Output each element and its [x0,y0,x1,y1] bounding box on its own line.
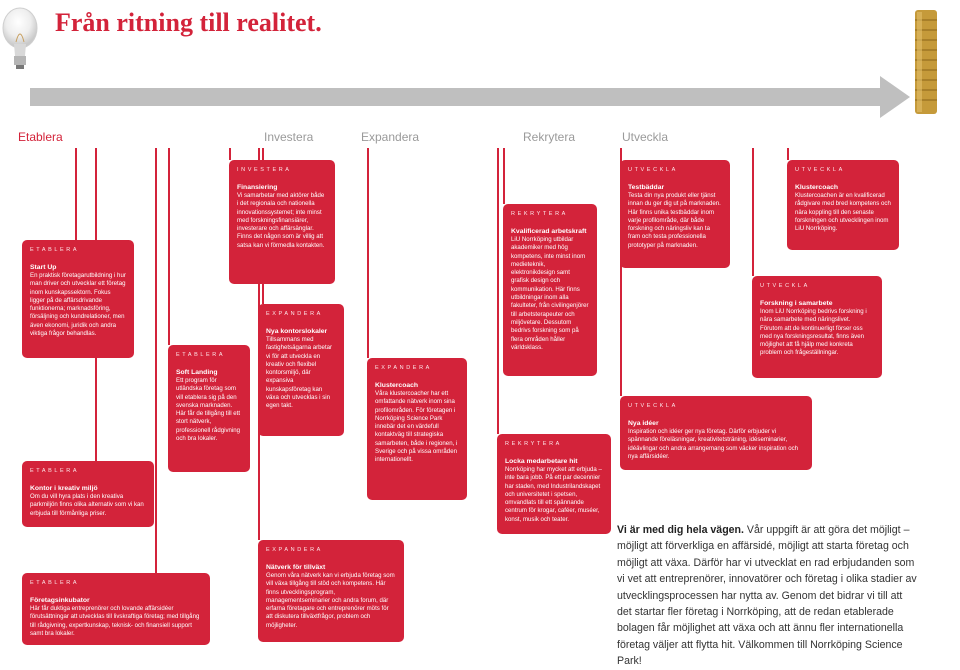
page-title: Från ritning till realitet. [55,8,322,37]
card-foretagsinkubator: ETABLERA Företagsinkubator Här får duktiga entreprenörer och lovande affärsidéer förutsättningar att utvecklas till livskraftiga företag; med tillgång till rådgivning, expertkunskap, teknisk- och finansiell support samt bra lokaler. [22,573,210,645]
stage-investera: Investera [264,130,314,144]
connector [75,148,77,240]
stage-expandera: Expandera [361,130,420,144]
closing-lead: Vi är med dig hela vägen. [617,524,744,536]
connector [503,148,505,204]
card-forskning: UTVECKLA Forskning i samarbete Inom LiU Norrköping bedrivs forskning i nära samarbete med näringslivet. Förutom att de kontinuerligt förser oss med nya forskningsresultat, finns även möjlighet att få hjälp med konkreta problem och frågeställningar. [752,276,882,378]
closing-text: Vår uppgift är att göra det möjligt – möjligt att förverkliga en affärsidé, möjligt att starta företag och möjligt att växa. Därför har vi utvecklat en rad erbjudanden som vi vet att entreprenörer, innovatörer och företag i olika stadier av utvecklingsprocessen har nytta av. Genom det bidrar vi till att det startar fler företag i Norrköping, att de redan etablerade bolagen får möjlighet att växa och att ännu fler internationella företag väljer att flytta hit. Välkommen till Norrköping Science Park! [617,524,917,668]
card-start-up: ETABLERA Start Up En praktisk företagarutbildning i hur man driver och utvecklar ett företag inom kunskapssektorn. Fokus ligger på de affärsdrivande funktionerna; marknadsföring, försäljning och kundrelationer, men även ekonomi, juridik och andra viktiga frågor behandlas. [22,240,134,358]
card-natverk: EXPANDERA Nätverk för tillväxt Genom våra nätverk kan vi erbjuda företag som vill växa tillgång till stöd och kompetens. Här finns utvecklingsprogram, managementseminarier och andra forum, där erfarna företagare och entreprenörer möts för att diskutera tillväxtfrågor, problem och möjligheter. [258,540,404,642]
light-bulb-icon [0,4,44,72]
stage-utveckla: Utveckla [622,130,669,144]
card-locka: REKRYTERA Locka medarbetare hit Norrköping har mycket att erbjuda – inte bara jobb. På ett par decennier har staden, med Industrilandskapet och universitetet i spetsen, omvandlats till ett spännande centrum för krogar, caféer, muséer, konst, musik och teater. [497,434,611,534]
card-nya-ideer: UTVECKLA Nya idéer Inspiration och idéer ger nya företag. Därför erbjuder vi spännande föreläsningar, kreativitetsträning, idéseminarier, idéävlingar och andra arrangemang som väcker inspiration och nya affärsidéer. [620,396,812,470]
connector [752,148,754,276]
card-klustercoach-utveckla: UTVECKLA Klustercoach Klustercoachen är en kvalificerad rådgivare med bred kompetens och nära koppling till den senaste forskningen och utvecklingen inom LiU Norrköping. [787,160,899,250]
card-testbaddar: UTVECKLA Testbäddar Testa din nya produkt eller tjänst innan du ger dig ut på marknaden. Här finns unika testbäddar inom varje profilområde, där både forskning och näringsliv kan ta fram och testa professionella prototyper på marknaden. [620,160,730,268]
card-klustercoach-expandera: EXPANDERA Klustercoach Våra klustercoacher har ett omfattande nätverk inom sina profilområden. För företagen i Norrköping Science Park innebär det en värdefull kontaktväg till strategiska samarbeten, både i regionen, i Sverige och på vissa områden internationellt. [367,358,467,500]
coin-stack-icon [911,6,941,118]
connector [155,148,157,573]
connector [229,148,231,160]
stage-rekrytera: Rekrytera [523,130,576,144]
connector [168,148,170,345]
connector [787,148,789,160]
closing-paragraph [617,522,917,670]
card-kontor: ETABLERA Kontor i kreativ miljö Om du vill hyra plats i den kreativa parkmiljön finns olika alternativ som vi kan erbjuda till förmånliga priser. [22,461,154,527]
stage-etablera: Etablera [18,130,63,144]
card-kvalificerad: REKRYTERA Kvalificerad arbetskraft LiU Norrköping utbildar akademiker med hög kompetens, inte minst inom medieteknik, elektronikdesign samt grafisk design och kommunikation. Här finns utbildningar inom alla fakulteter, från civilingenjörer till arbetsterapeuter och miljövetare. Dessutom bedrivs forskning som på flera områden håller världsklass. [503,204,597,376]
card-nya-kontorslokaler: EXPANDERA Nya kontorslokaler Tillsammans med fastighetsägarna arbetar vi för att utveckla en kreativ och flexibel kontorsmiljö, där expansiva kunskapsföretag kan växa och utvecklas i sin egen takt. [258,304,344,436]
card-finansiering: INVESTERA Finansiering Vi samarbetar med aktörer både i det regionala och nationella innovationssystemet; inte minst med forskningsfinansiärer, investerare och affärsänglar. Finns det någon som är villig att satsa kan vi förmedla kontakten. [229,160,335,284]
timeline-arrow [30,76,912,118]
card-soft-landing: ETABLERA Soft Landing Ett program för utländska företag som vill etablera sig på den svenska marknaden. Här får de tillgång till ett stort nätverk, professionell rådgivning och bra lokaler. [168,345,250,472]
connector [367,148,369,358]
connector [497,148,499,434]
